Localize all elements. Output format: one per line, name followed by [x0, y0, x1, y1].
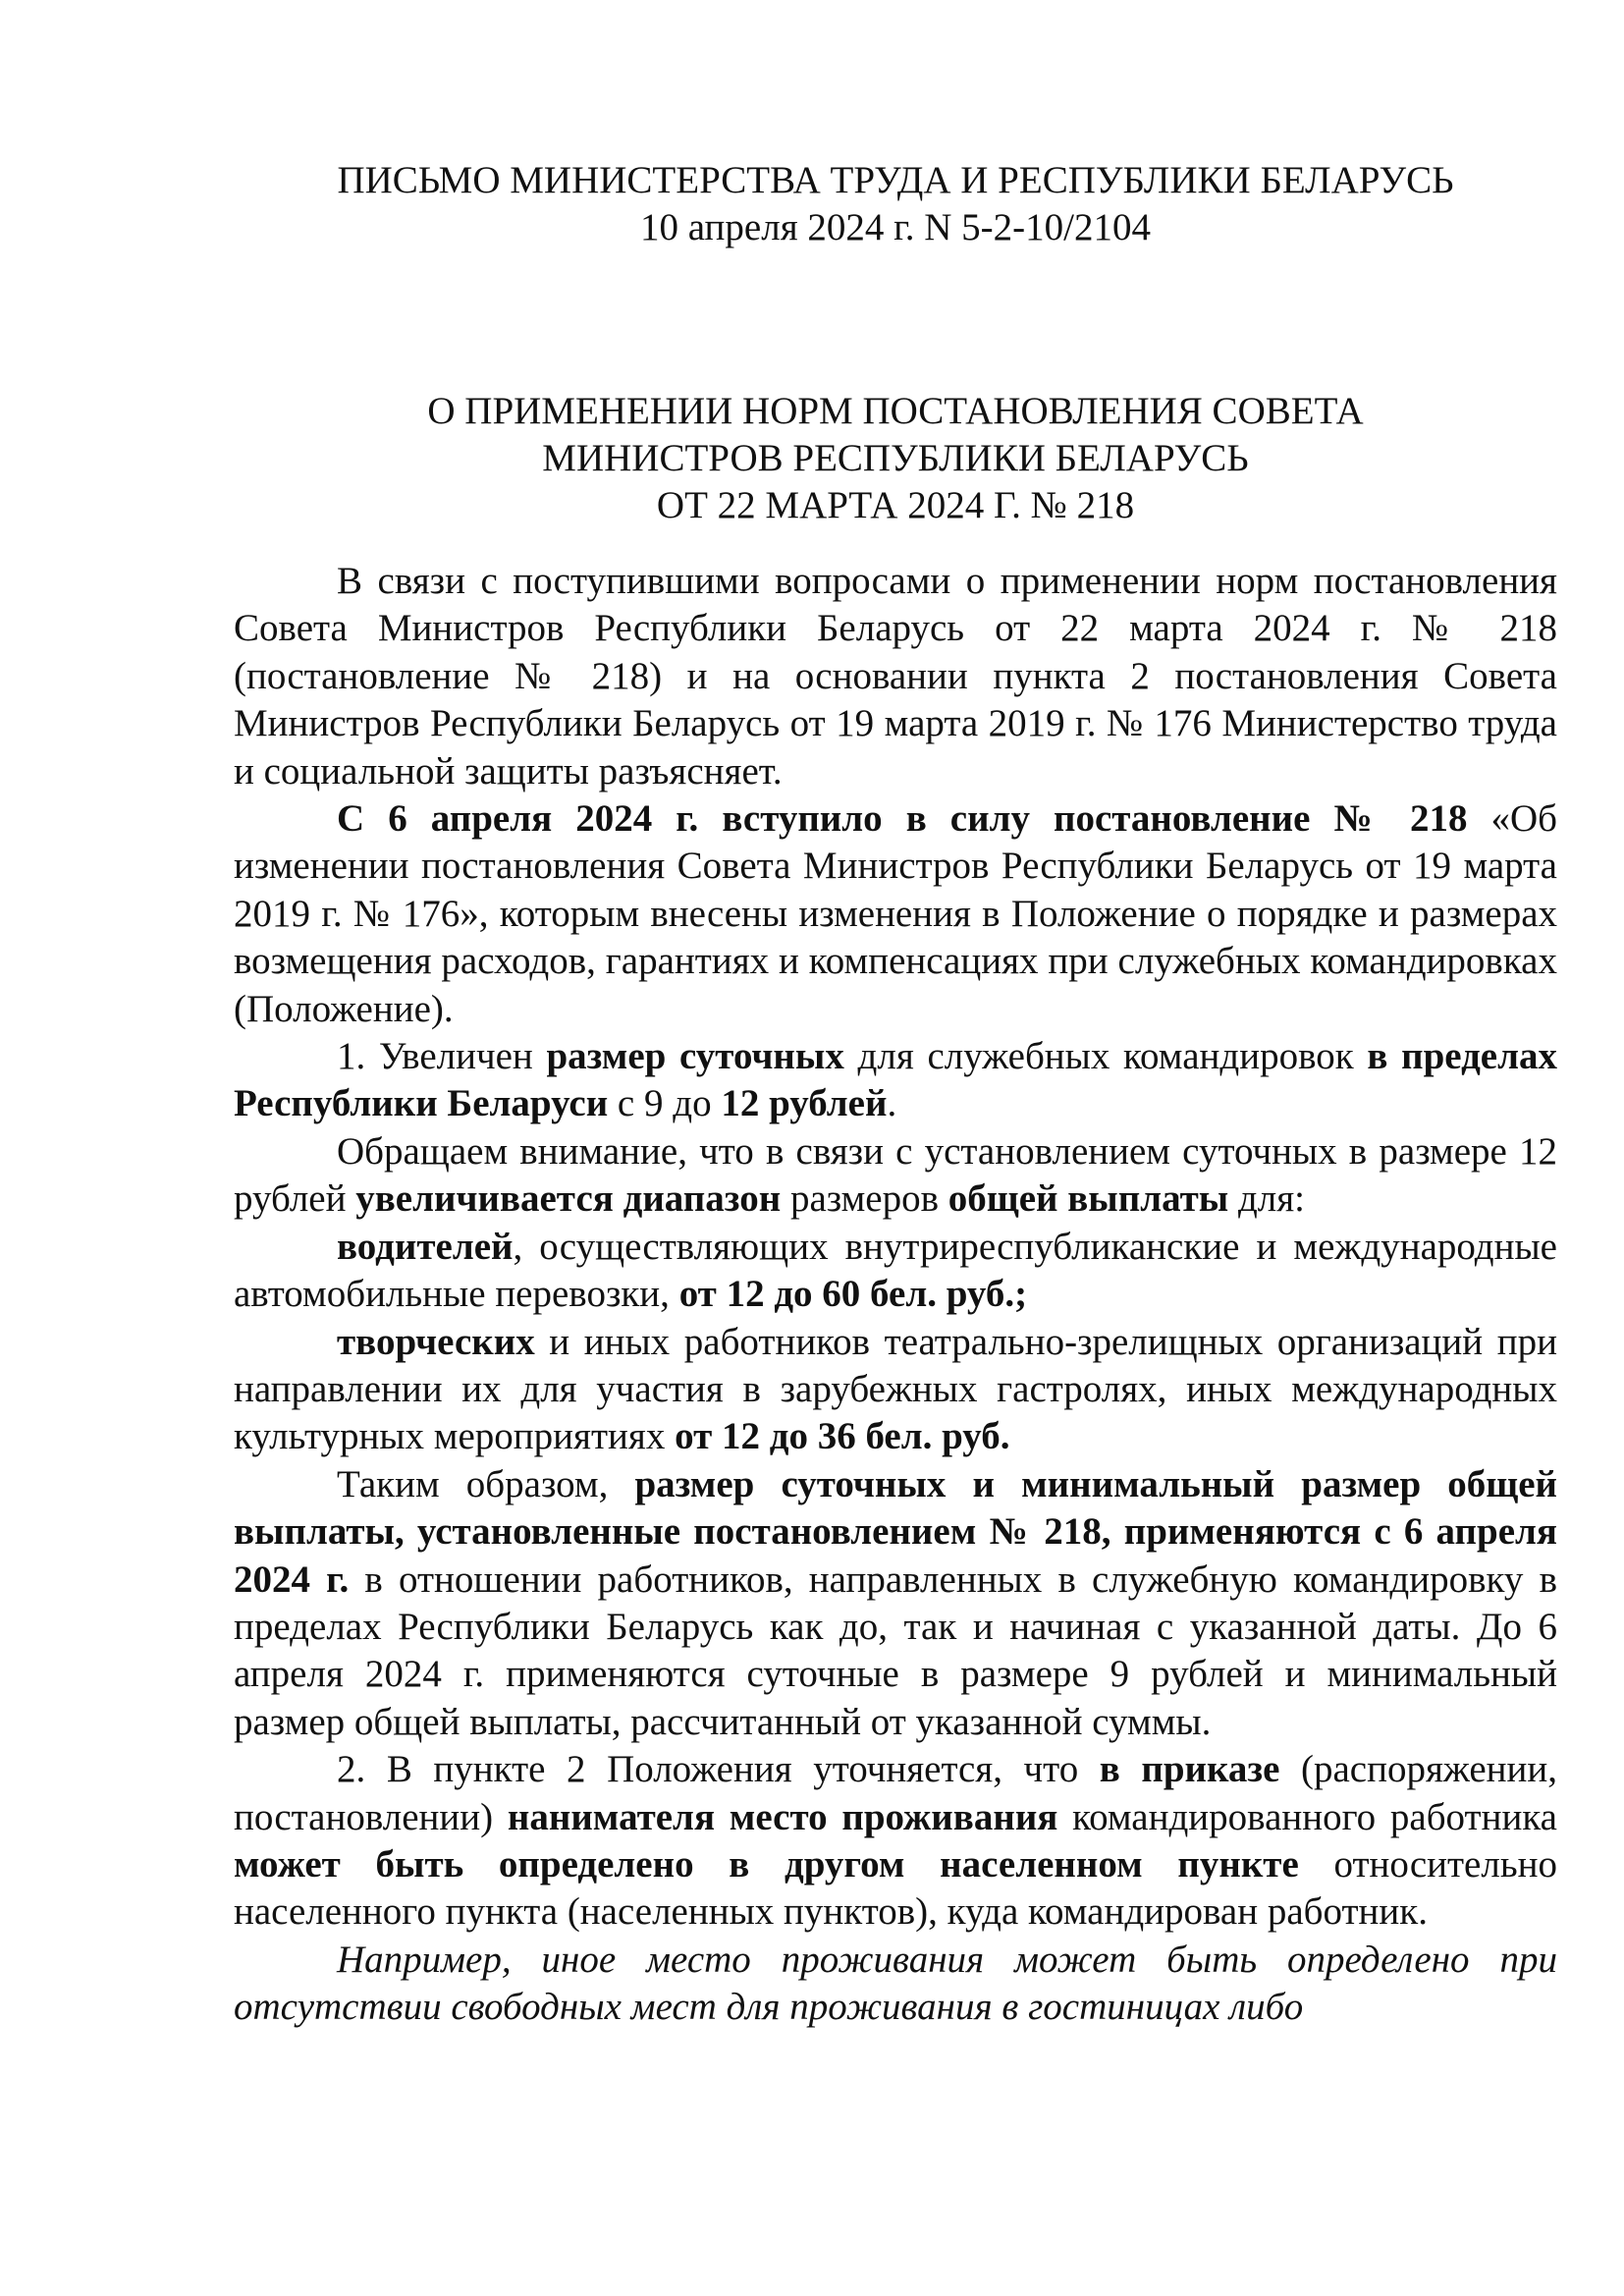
document-title [234, 388, 1557, 529]
paragraph-example: Например, иное место проживания может быть определено при отсутствии свободных мест для проживания в гостиницах либо [234, 1938, 1557, 2029]
letter-date: 10 апреля 2024 г. N 5-2-10/2104 [640, 206, 1151, 248]
paragraph-conclusion: Таким образом, размер суточных и минимальный размер общей выплаты, установленные постановлением № 218, применяются с 6 апреля 2024 г. в отношении работников, направленных в служебную командировку в пределах Республики Беларусь как до, так и начиная с указанной даты. До 6 апреля 2024 г. применяются суточные в размере 9 рублей и минимальный размер общей выплаты, рассчитанный от указанной суммы. [234, 1462, 1558, 1743]
title-line: О ПРИМЕНЕНИИ НОРМ ПОСТАНОВЛЕНИЯ СОВЕТА [427, 390, 1364, 432]
paragraph-residence: 2. В пункте 2 Положения уточняется, что в приказе (распоряжении, постановлении) нанимателя место проживания командированного работника может быть определено в другом населенном пункте относительно населенного пункта (населенных пунктов), куда командирован работник. [234, 1748, 1557, 1934]
paragraph-creative-workers: творческих и иных работников театрально-зрелищных организаций при направлении их для участия в зарубежных гастролях, иных международных культурных мероприятиях от 12 до 36 бел. руб. [234, 1320, 1557, 1458]
letter-title: ПИСЬМО МИНИСТЕРСТВА ТРУДА И РЕСПУБЛИКИ БЕЛАРУСЬ [337, 159, 1454, 201]
paragraph-attention: Обращаем внимание, что в связи с установлением суточных в размере 12 рублей увеличивается диапазон размеров общей выплаты для: [234, 1129, 1557, 1221]
document-body [234, 558, 1557, 2032]
title-line: ОТ 22 МАРТА 2024 Г. № 218 [656, 484, 1135, 526]
paragraph-drivers: водителей, осуществляющих внутриреспубликанские и международные автомобильные перевозки, от 12 до 60 бел. руб.; [234, 1225, 1557, 1316]
paragraph-effective-date: С 6 апреля 2024 г. вступило в силу постановление № 218 «Об изменении постановления Совета Министров Республики Беларусь от 19 марта 2019 г. № 176», которым внесены изменения в Положение о порядке и размерах возмещения расходов, гарантиях и компенсациях при служебных командировках (Положение). [234, 797, 1557, 1030]
letter-header [234, 157, 1557, 251]
paragraph-daily-allowance: 1. Увеличен размер суточных для служебных командировок в пределах Республики Беларуси с 9 до 12 рублей. [234, 1035, 1557, 1125]
paragraph-intro: В связи с поступившими вопросами о применении норм постановления Совета Министров Республики Беларусь от 22 марта 2024 г. № 218 (постановление № 218) и на основании пункта 2 постановления Совета Министров Республики Беларусь от 19 марта 2019 г. № 176 Министерство труда и социальной защиты разъясняет. [234, 560, 1557, 793]
title-line: МИНИСТРОВ РЕСПУБЛИКИ БЕЛАРУСЬ [542, 437, 1249, 479]
